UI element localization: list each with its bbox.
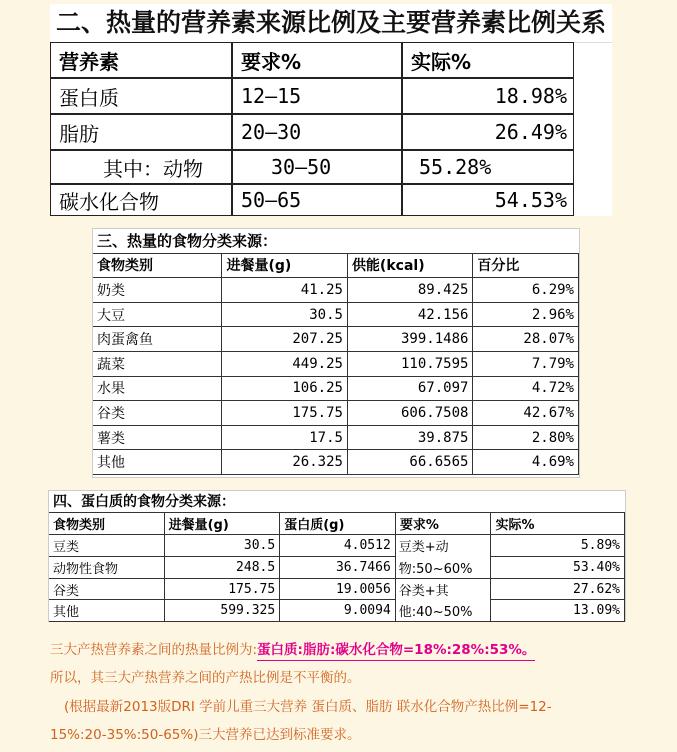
table1-header-required: 要求%	[232, 42, 402, 78]
table3-cell: 5.89%	[491, 535, 625, 557]
table1-header-actual: 实际%	[402, 42, 574, 78]
table-row	[49, 557, 625, 579]
table1-cell: 30—50	[232, 150, 402, 184]
table2-cell: 30.5	[222, 303, 347, 328]
table2-cell: 39.875	[348, 426, 473, 451]
conclusion-line: 所以，其三大产热营养之间的产热比例是不平衡的。	[50, 670, 361, 686]
table3-header-required: 要求%	[396, 513, 492, 535]
table2-header-energy: 供能(kcal)	[348, 254, 473, 279]
table3-cell: 30.5	[165, 535, 281, 557]
table3-header-protein: 蛋白质(g)	[280, 513, 396, 535]
table-row	[49, 579, 625, 601]
table-row	[93, 377, 579, 402]
table2-header-intake: 进餐量(g)	[222, 254, 347, 279]
table1-blank-cell	[574, 42, 612, 78]
table3-cell: 53.40%	[491, 557, 625, 579]
ratio-summary-prefix: 三大产热营养素之间的热量比例为:	[50, 642, 258, 658]
table1-cell: 55.28%	[402, 150, 574, 184]
table-row	[93, 450, 579, 475]
table3-cell: 豆类+动	[396, 535, 492, 557]
table3-cell: 13.09%	[491, 600, 625, 622]
table2-cell: 606.7508	[348, 401, 473, 426]
nutrient-ratio-table	[50, 4, 612, 216]
table3-cell: 豆类	[49, 535, 165, 557]
table2-header-percent: 百分比	[473, 254, 579, 279]
table2-cell: 66.6565	[348, 450, 473, 475]
reference-line-1: (根据最新2013版DRI 学前儿重三大营养 蛋白质、脂肪 联水化合物产热比例=12-	[64, 699, 552, 715]
table-row	[93, 278, 579, 303]
table1-cell: 26.49%	[402, 114, 574, 150]
table3-cell: 其他	[49, 600, 165, 622]
table3-cell: 19.0056	[280, 579, 396, 601]
table2-cell: 42.156	[348, 303, 473, 328]
table3-cell: 他:40~50%	[396, 600, 492, 622]
ratio-summary-line	[50, 638, 535, 658]
table1-cell: 碳水化合物	[50, 184, 232, 216]
table-row	[93, 401, 579, 426]
table2-header-category: 食物类别	[93, 254, 222, 279]
table3-cell: 物:50~60%	[396, 557, 492, 579]
table2-header-row	[93, 254, 579, 279]
reference-line-2: 15%:20-35%:50-65%)三大营养已达到标准要求。	[50, 727, 361, 743]
table2-cell: 7.79%	[473, 352, 579, 377]
table2-cell: 67.097	[348, 377, 473, 402]
table2-cell: 175.75	[222, 401, 347, 426]
table2-cell: 水果	[93, 377, 222, 402]
table2-cell: 207.25	[222, 327, 347, 352]
table2-cell: 6.29%	[473, 278, 579, 303]
table-row	[50, 114, 612, 150]
table1-title: 二、热量的营养素来源比例及主要营养素比例关系	[56, 8, 607, 37]
table-row	[50, 184, 612, 216]
table3-cell: 599.325	[165, 600, 281, 622]
table3-cell: 27.62%	[491, 579, 625, 601]
table3-cell: 248.5	[165, 557, 281, 579]
table1-cell: 18.98%	[402, 78, 574, 114]
table2-cell: 2.96%	[473, 303, 579, 328]
table2-cell: 106.25	[222, 377, 347, 402]
table-row	[49, 535, 625, 557]
protein-food-source-table	[48, 490, 626, 622]
ratio-summary-highlight: 蛋白质:脂肪:碳水化合物=18%:28%:53%。	[257, 642, 535, 661]
table-row	[50, 150, 612, 184]
table2-cell: 449.25	[222, 352, 347, 377]
table3-cell: 36.7466	[280, 557, 396, 579]
table2-cell: 大豆	[93, 303, 222, 328]
table2-cell: 4.69%	[473, 450, 579, 475]
table2-cell: 28.07%	[473, 327, 579, 352]
table3-header-actual: 实际%	[491, 513, 625, 535]
table3-title-row	[49, 491, 625, 513]
table3-cell: 9.0094	[280, 600, 396, 622]
table2-cell: 399.1486	[348, 327, 473, 352]
energy-food-source-table	[92, 228, 580, 478]
table-row	[49, 600, 625, 622]
table-row	[93, 352, 579, 377]
table2-cell: 奶类	[93, 278, 222, 303]
table2-cell: 17.5	[222, 426, 347, 451]
table2-title-row	[93, 229, 579, 254]
table3-cell: 谷类	[49, 579, 165, 601]
table1-cell: 54.53%	[402, 184, 574, 216]
table2-cell: 蔬菜	[93, 352, 222, 377]
table1-cell: 脂肪	[50, 114, 232, 150]
table1-header-row	[50, 42, 612, 78]
table3-header-row	[49, 513, 625, 535]
table-row	[93, 327, 579, 352]
table3-cell: 175.75	[165, 579, 281, 601]
table2-cell: 42.67%	[473, 401, 579, 426]
table3-title: 四、蛋白质的食物分类来源：	[49, 491, 625, 513]
table1-header-nutrient: 营养素	[50, 42, 232, 78]
table2-cell: 其他	[93, 450, 222, 475]
table2-title: 三、热量的食物分类来源：	[93, 229, 579, 254]
table3-cell: 4.0512	[280, 535, 396, 557]
table-row	[50, 78, 612, 114]
table3-cell: 动物性食物	[49, 557, 165, 579]
table3-header-category: 食物类别	[49, 513, 165, 535]
table2-cell: 薯类	[93, 426, 222, 451]
table-row	[93, 303, 579, 328]
table1-cell: 蛋白质	[50, 78, 232, 114]
table2-cell: 2.80%	[473, 426, 579, 451]
table3-header-intake: 进餐量(g)	[165, 513, 281, 535]
table3-cell: 谷类+其	[396, 579, 492, 601]
table1-cell: 20—30	[232, 114, 402, 150]
table2-cell: 41.25	[222, 278, 347, 303]
table-row	[93, 426, 579, 451]
table1-cell: 12—15	[232, 78, 402, 114]
table1-cell: 50—65	[232, 184, 402, 216]
table2-cell: 4.72%	[473, 377, 579, 402]
table2-cell: 肉蛋禽鱼	[93, 327, 222, 352]
table1-cell: 其中：动物	[50, 150, 232, 184]
table2-cell: 谷类	[93, 401, 222, 426]
table2-cell: 110.7595	[348, 352, 473, 377]
table2-cell: 89.425	[348, 278, 473, 303]
table2-cell: 26.325	[222, 450, 347, 475]
